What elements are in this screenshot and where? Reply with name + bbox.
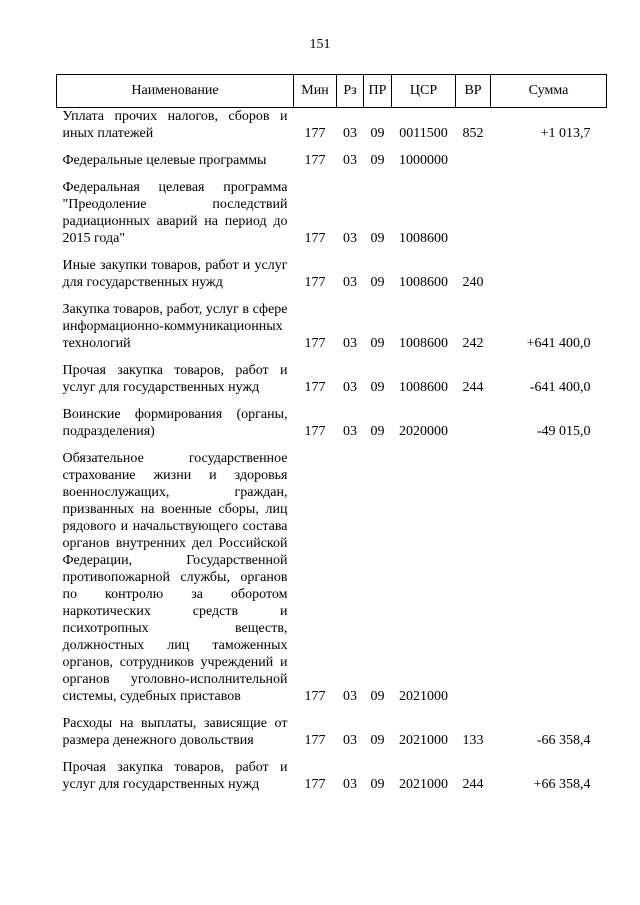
row-name: Прочая закупка товаров, работ и услуг для государственных нужд xyxy=(62,760,288,792)
row-target: 1008600 xyxy=(399,336,448,351)
row-section: 03 xyxy=(343,153,357,168)
row-subsection: 09 xyxy=(370,126,385,141)
row-section: 03 xyxy=(343,380,357,395)
row-target: 2020000 xyxy=(399,424,448,439)
row-name: Федеральные целевые программы xyxy=(62,153,267,168)
row-section: 03 xyxy=(343,689,357,704)
row-subsection: 09 xyxy=(370,336,385,351)
budget-table xyxy=(56,74,607,803)
row-ministry: 177 xyxy=(304,275,326,290)
row-section: 03 xyxy=(343,126,357,141)
row-subsection: 09 xyxy=(370,380,385,395)
header-target-article: ЦСР xyxy=(392,75,456,108)
row-name: Прочая закупка товаров, работ и услуг для государственных нужд xyxy=(62,363,288,395)
table-row xyxy=(57,179,607,257)
row-section: 03 xyxy=(343,424,357,439)
row-amount xyxy=(491,152,607,179)
row-amount: +641 400,0 xyxy=(526,336,591,351)
row-ministry: 177 xyxy=(304,424,326,439)
row-name: Воинские формирования (органы, подразделения) xyxy=(62,407,288,439)
page-number: 151 xyxy=(309,37,331,52)
row-target: 1000000 xyxy=(399,153,448,168)
table-row xyxy=(57,362,607,406)
row-amount: -66 358,4 xyxy=(536,733,591,748)
row-expense: 133 xyxy=(462,733,484,748)
row-ministry: 177 xyxy=(304,336,326,351)
row-expense: 244 xyxy=(462,380,484,395)
row-target: 2021000 xyxy=(399,689,448,704)
row-amount: +1 013,7 xyxy=(540,126,591,141)
row-section: 03 xyxy=(343,275,357,290)
row-expense xyxy=(456,152,491,179)
row-subsection: 09 xyxy=(370,424,385,439)
row-expense: 240 xyxy=(462,275,484,290)
row-section: 03 xyxy=(343,336,357,351)
row-ministry: 177 xyxy=(304,689,326,704)
row-name: Иные закупки товаров, работ и услуг для государственных нужд xyxy=(62,258,288,290)
row-section: 03 xyxy=(343,733,357,748)
table-row xyxy=(57,152,607,179)
row-ministry: 177 xyxy=(304,231,326,246)
row-target: 1008600 xyxy=(399,231,448,246)
table-row xyxy=(57,301,607,362)
table-row xyxy=(57,108,607,153)
row-name: Обязательное государственное страхование жизни и здоровья военнослужащих, граждан, призванных на военные сборы, лиц рядового и начальствующего состава органов внутренних дел Российской Федерации, Государственной противопожарной службы, органов по контролю за оборотом наркотических средств и психотропных веществ, должностных лиц таможенных органов, сотрудников учреждений и органов уголовно-исполнительной системы, судебных приставов xyxy=(62,451,288,704)
row-name: Расходы на выплаты, зависящие от размера денежного довольствия xyxy=(62,716,288,748)
table-row xyxy=(57,257,607,301)
header-ministry: Мин xyxy=(294,75,337,108)
row-amount: -641 400,0 xyxy=(529,380,591,395)
row-ministry: 177 xyxy=(304,153,326,168)
row-ministry: 177 xyxy=(304,380,326,395)
row-expense xyxy=(456,450,491,715)
row-ministry: 177 xyxy=(304,126,326,141)
row-target: 0011500 xyxy=(399,126,448,141)
row-subsection: 09 xyxy=(370,689,385,704)
header-name: Наименование xyxy=(57,75,294,108)
row-section: 03 xyxy=(343,777,357,792)
header-amount: Сумма xyxy=(491,75,607,108)
table-row xyxy=(57,406,607,450)
table-row xyxy=(57,450,607,715)
row-target: 2021000 xyxy=(399,777,448,792)
table-header-row xyxy=(57,75,607,108)
row-target: 1008600 xyxy=(399,275,448,290)
row-amount xyxy=(491,257,607,301)
header-subsection: ПР xyxy=(364,75,392,108)
table-row xyxy=(57,759,607,803)
row-expense: 242 xyxy=(462,336,484,351)
row-ministry: 177 xyxy=(304,777,326,792)
row-target: 2021000 xyxy=(399,733,448,748)
row-subsection: 09 xyxy=(370,231,385,246)
row-subsection: 09 xyxy=(370,153,385,168)
row-ministry: 177 xyxy=(304,733,326,748)
row-expense: 244 xyxy=(462,777,484,792)
row-expense xyxy=(456,406,491,450)
row-amount: -49 015,0 xyxy=(536,424,591,439)
row-expense: 852 xyxy=(462,126,484,141)
row-subsection: 09 xyxy=(370,275,385,290)
row-amount xyxy=(491,450,607,715)
row-name: Федеральная целевая программа "Преодоление последствий радиационных аварий на период до 2015 года" xyxy=(62,180,288,246)
row-amount: +66 358,4 xyxy=(533,777,591,792)
row-subsection: 09 xyxy=(370,777,385,792)
header-section: Рз xyxy=(337,75,364,108)
row-name: Закупка товаров, работ, услуг в сфере информационно-коммуникационных технологий xyxy=(62,302,288,351)
row-section: 03 xyxy=(343,231,357,246)
header-expense-type: ВР xyxy=(456,75,491,108)
row-subsection: 09 xyxy=(370,733,385,748)
row-target: 1008600 xyxy=(399,380,448,395)
table-row xyxy=(57,715,607,759)
row-name: Уплата прочих налогов, сборов и иных платежей xyxy=(62,109,288,141)
row-amount xyxy=(491,179,607,257)
row-expense xyxy=(456,179,491,257)
